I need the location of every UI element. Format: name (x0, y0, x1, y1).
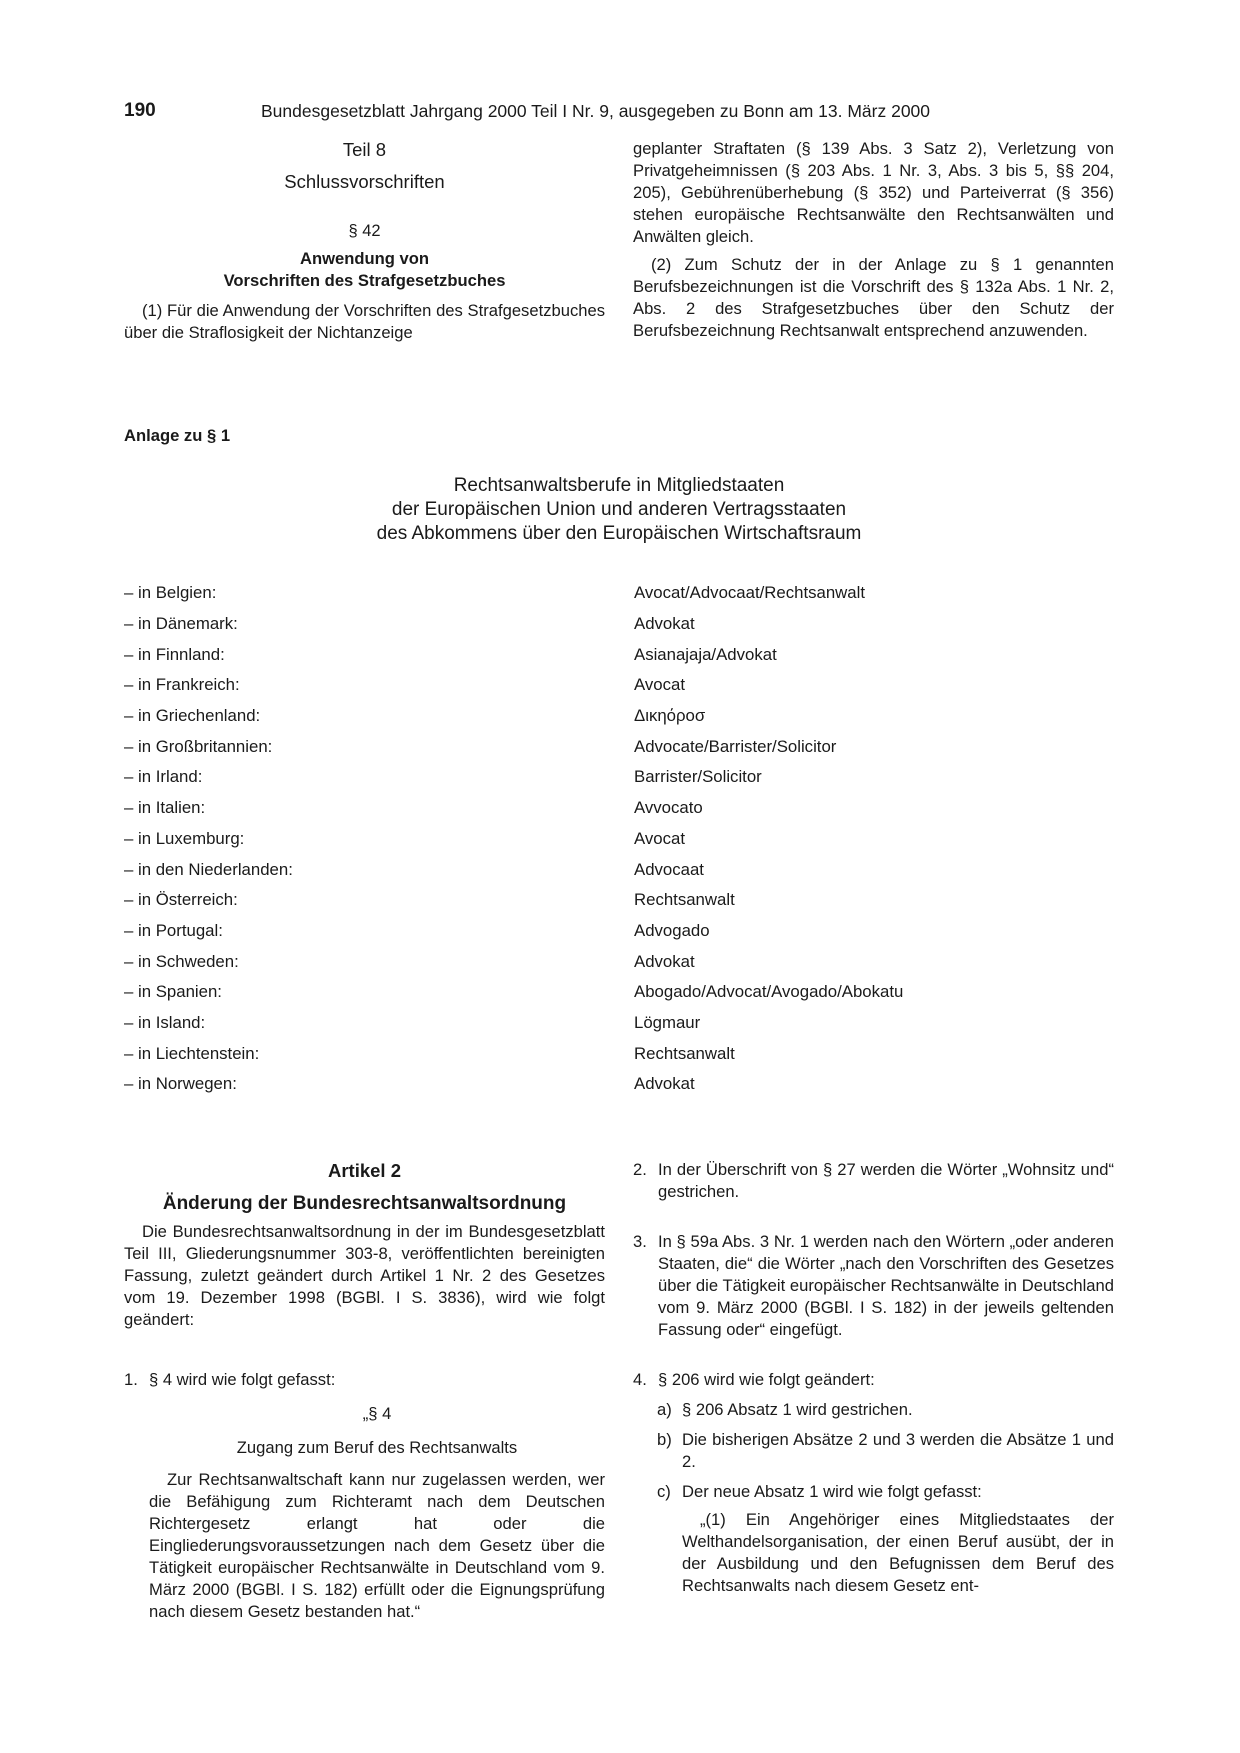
professional-title: Asianajaja/Advokat (634, 644, 777, 664)
country-name: – in Griechenland: (124, 706, 261, 726)
country-name: – in Luxemburg: (124, 828, 245, 848)
professional-title: Rechtsanwalt (634, 890, 735, 910)
country-row (124, 916, 1114, 947)
article-2-intro: Die Bundesrechtsanwaltsordnung in der im Bundesgesetzblatt Teil III, Gliederungsnummer 303-8, veröffentlichten bereinigten Fassung, zuletzt geändert durch Artikel 1 Nr. 2 des Gesetzes vom 19. Dezember 1998 (BGBl. I S. 3836), wird wie folgt geändert: (124, 1222, 605, 1329)
list-item-4 (633, 1369, 1114, 1391)
article-2-section (124, 1159, 1114, 1623)
list-item-1-text: § 4 wird wie folgt gefasst: (149, 1370, 336, 1389)
section-title-line-1: Anwendung von (299, 249, 430, 268)
country-row (124, 1069, 1114, 1100)
list-item-4b (657, 1429, 1114, 1473)
annex-label: Anlage zu § 1 (124, 426, 231, 445)
gazette-page (124, 96, 1114, 1621)
country-name: – in Belgien: (124, 583, 217, 603)
country-name: – in Österreich: (124, 890, 238, 910)
paragraph-2: (2) Zum Schutz der in der Anlage zu § 1 genannten Berufsbezeichnungen ist die Vorschrift des § 132a Abs. 1 Nr. 2, Abs. 2 des Strafgesetzbuches über den Schutz der Berufsbezeichnung Rechtsanwalt entsprechend anzuwenden. (633, 255, 1114, 340)
country-name: – in den Niederlanden: (124, 859, 293, 879)
annex-title-line-3: des Abkommens über den Europäischen Wirtschaftsraum (376, 523, 862, 544)
country-name: – in Finnland: (124, 644, 225, 664)
professional-title: Advocaat (634, 859, 704, 879)
quoted-section-title: Zugang zum Beruf des Rechtsanwalts (236, 1438, 518, 1457)
professional-title: Advokat (634, 951, 695, 971)
list-item-4-number: 4. (633, 1370, 647, 1389)
article-2-subtitle: Änderung der Bundesrechtsanwaltsordnung (162, 1193, 567, 1214)
professional-title: Avocat (634, 675, 685, 695)
paragraph-1-start: (1) Für die Anwendung der Vorschriften des Strafgesetzbuches über die Straflosigkeit der Nichtanzeige (124, 301, 605, 342)
country-row (124, 824, 1114, 855)
list-item-3-number: 3. (633, 1232, 647, 1251)
country-row (124, 977, 1114, 1008)
professional-title: Advokat (634, 1074, 695, 1094)
list-item-2 (633, 1159, 1114, 1203)
country-name: – in Dänemark: (124, 614, 238, 634)
article-2-title: Artikel 2 (327, 1160, 401, 1181)
list-item-2-number: 2. (633, 1160, 647, 1179)
professional-title: Rechtsanwalt (634, 1043, 735, 1063)
country-row (124, 946, 1114, 977)
article-2-right-column (633, 1159, 1114, 1623)
country-list (124, 578, 1114, 1100)
country-row (124, 854, 1114, 885)
professional-title: Abogado/Advocat/Avogado/Abokatu (634, 982, 904, 1002)
list-item-1 (124, 1369, 605, 1391)
list-item-4c (657, 1481, 1114, 1503)
list-item-4a-letter: a) (657, 1400, 672, 1419)
country-name: – in Portugal: (124, 920, 223, 940)
country-name: – in Liechtenstein: (124, 1043, 260, 1063)
country-row (124, 701, 1114, 732)
article-2-columns (124, 1159, 1114, 1623)
country-row (124, 793, 1114, 824)
country-row (124, 639, 1114, 670)
professional-title: Avvocato (634, 798, 703, 818)
country-row (124, 762, 1114, 793)
country-name: – in Island: (124, 1012, 206, 1032)
top-left-column (124, 138, 605, 344)
country-name: – in Schweden: (124, 951, 239, 971)
country-row (124, 731, 1114, 762)
top-section (124, 138, 1114, 344)
professional-title: Advocate/Barrister/Solicitor (634, 736, 837, 756)
section-title-line-2: Vorschriften des Strafgesetzbuches (223, 271, 506, 290)
list-item-4b-letter: b) (657, 1430, 672, 1449)
professional-title: Avocat/Advocaat/Rechtsanwalt (634, 583, 866, 603)
list-item-4a (657, 1399, 1114, 1421)
running-head: Bundesgesetzblatt Jahrgang 2000 Teil I Nr. 9, ausgegeben zu Bonn am 13. März 2000 (261, 101, 931, 121)
list-item-4a-text: § 206 Absatz 1 wird gestrichen. (682, 1400, 913, 1419)
annex-title (124, 474, 1114, 546)
professional-title: Avocat (634, 828, 685, 848)
quoted-section-text: Zur Rechtsanwaltschaft kann nur zugelassen werden, wer die Befähigung zum Richteramt nach dem Deutschen Richtergesetz erlangt hat oder die Eingliederungsvoraussetzungen nach dem Gesetz über die Tätigkeit europäischer Rechtsanwälte in Deutschland vom 9. März 2000 (BGBl. I S. 182) erfüllt oder die Eignungsprüfung nach diesem Gesetz bestanden hat.“ (149, 1470, 605, 1621)
country-row (124, 1038, 1114, 1069)
list-item-4-text: § 206 wird wie folgt geändert: (658, 1370, 875, 1389)
country-row (124, 1008, 1114, 1039)
quoted-section-number: „§ 4 (362, 1404, 392, 1423)
page-header (124, 96, 1114, 126)
annex-title-line-1: Rechtsanwaltsberufe in Mitgliedstaaten (453, 475, 785, 496)
annex-title-line-2: der Europäischen Union und anderen Vertragsstaaten (391, 499, 847, 520)
page-number: 190 (124, 100, 156, 121)
country-name: – in Irland: (124, 767, 203, 787)
list-item-3 (633, 1231, 1114, 1341)
list-item-1-number: 1. (124, 1370, 138, 1389)
section-number: § 42 (348, 222, 381, 240)
paragraph-1-continued: geplanter Straftaten (§ 139 Abs. 3 Satz 2), Verletzung von Privatgeheimnissen (§ 203 Abs. 1 Nr. 3, Abs. 3 bis 5, §§ 204, 205), Gebührenüberhebung (§ 352) und Parteiverrat (§ 356) stehen europäische Rechtsanwälte den Rechtsanwälten und Anwälten gleich. (633, 139, 1114, 246)
list-item-4c-letter: c) (657, 1482, 671, 1501)
professional-title: Δικηόροσ (634, 706, 706, 726)
country-name: – in Italien: (124, 798, 206, 818)
country-name: – in Norwegen: (124, 1074, 237, 1094)
country-row (124, 670, 1114, 701)
professional-title: Advogado (634, 920, 710, 940)
list-item-4b-text: Die bisherigen Absätze 2 und 3 werden die Absätze 1 und 2. (682, 1430, 1114, 1471)
list-item-4c-text: Der neue Absatz 1 wird wie folgt gefasst: (682, 1482, 982, 1501)
part-number: Teil 8 (342, 139, 387, 160)
country-row (124, 578, 1114, 609)
country-row (124, 609, 1114, 640)
part-title: Schlussvorschriften (284, 171, 445, 192)
list-item-4c-quote: „(1) Ein Angehöriger eines Mitgliedstaates der Welthandelsorganisation, der einen Beruf ausübt, der in der Ausbildung und den Befugnissen dem Beruf des Rechtsanwalts nach diesem Gesetz ent- (682, 1510, 1114, 1595)
country-name: – in Spanien: (124, 982, 222, 1002)
list-item-3-text: In § 59a Abs. 3 Nr. 1 werden nach den Wörtern „oder anderen Staaten, die“ die Wörter „nach den Vorschriften des Gesetzes über die Tätigkeit europäischer Rechtsanwälte in Deutschland vom 9. März 2000 (BGBl. I S. 182) in der jeweils geltenden Fassung oder“ eingefügt. (658, 1232, 1114, 1339)
top-right-column (633, 138, 1114, 344)
professional-title: Lögmaur (634, 1012, 701, 1032)
country-row (124, 885, 1114, 916)
professional-title: Barrister/Solicitor (634, 767, 762, 787)
article-2-left-column (124, 1159, 605, 1623)
country-name: – in Frankreich: (124, 675, 240, 695)
list-item-2-text: In der Überschrift von § 27 werden die Wörter „Wohnsitz und“ gestrichen. (658, 1160, 1114, 1201)
professional-title: Advokat (634, 614, 695, 634)
country-name: – in Großbritannien: (124, 736, 273, 756)
